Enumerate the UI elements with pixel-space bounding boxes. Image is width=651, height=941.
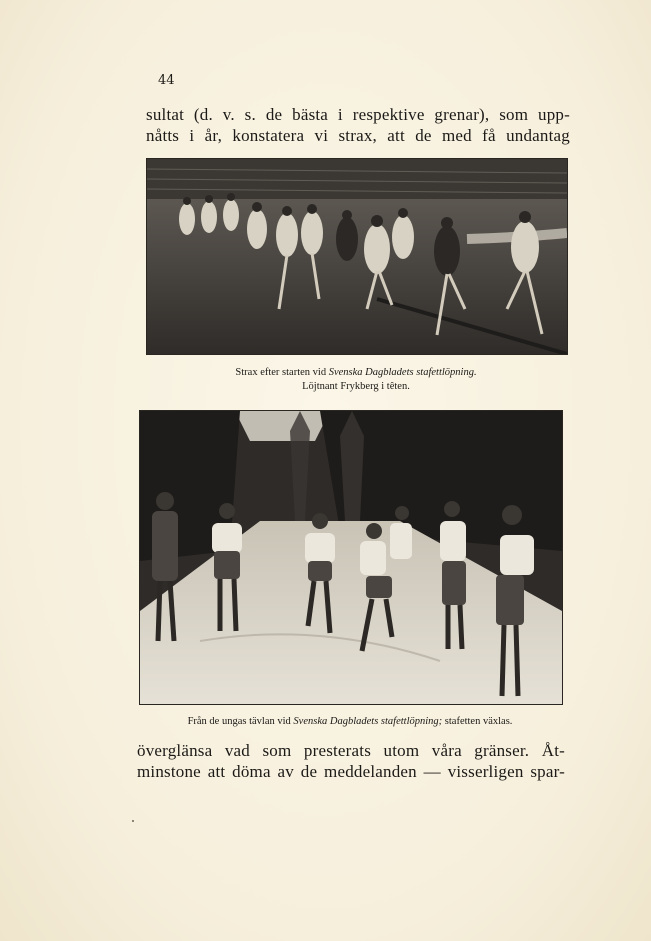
page-number: 44	[158, 73, 175, 88]
photo-1-caption	[146, 366, 566, 394]
top-paragraph	[146, 104, 570, 146]
caption-text: Från de ungas tävlan vid	[187, 716, 294, 727]
caption-text: Strax efter starten vid	[235, 367, 329, 378]
runners-start-photo	[146, 158, 568, 355]
caption-text: Löjtnant Frykberg i têten.	[302, 381, 410, 392]
caption-italic-text: Svenska Dagbladets stafettlöpning;	[293, 716, 443, 727]
bottom-paragraph	[137, 740, 565, 782]
paragraph-line: nåtts i år, konstatera vi strax, att de med få undantag	[146, 126, 570, 145]
paragraph-line: minstone att döma av de meddelanden — visserligen spar-	[137, 762, 565, 781]
paragraph-line: överglänsa vad som presterats utom våra gränser. Åt-	[137, 741, 565, 760]
photo-2-caption	[139, 715, 561, 729]
paper-speck	[132, 820, 134, 822]
caption-text: stafetten växlas.	[442, 716, 513, 727]
caption-italic-text: Svenska Dagbladets stafettlöpning.	[328, 367, 477, 378]
relay-exchange-photo	[139, 410, 563, 705]
paragraph-line: sultat (d. v. s. de bästa i respektive grenar), som upp-	[146, 105, 570, 124]
